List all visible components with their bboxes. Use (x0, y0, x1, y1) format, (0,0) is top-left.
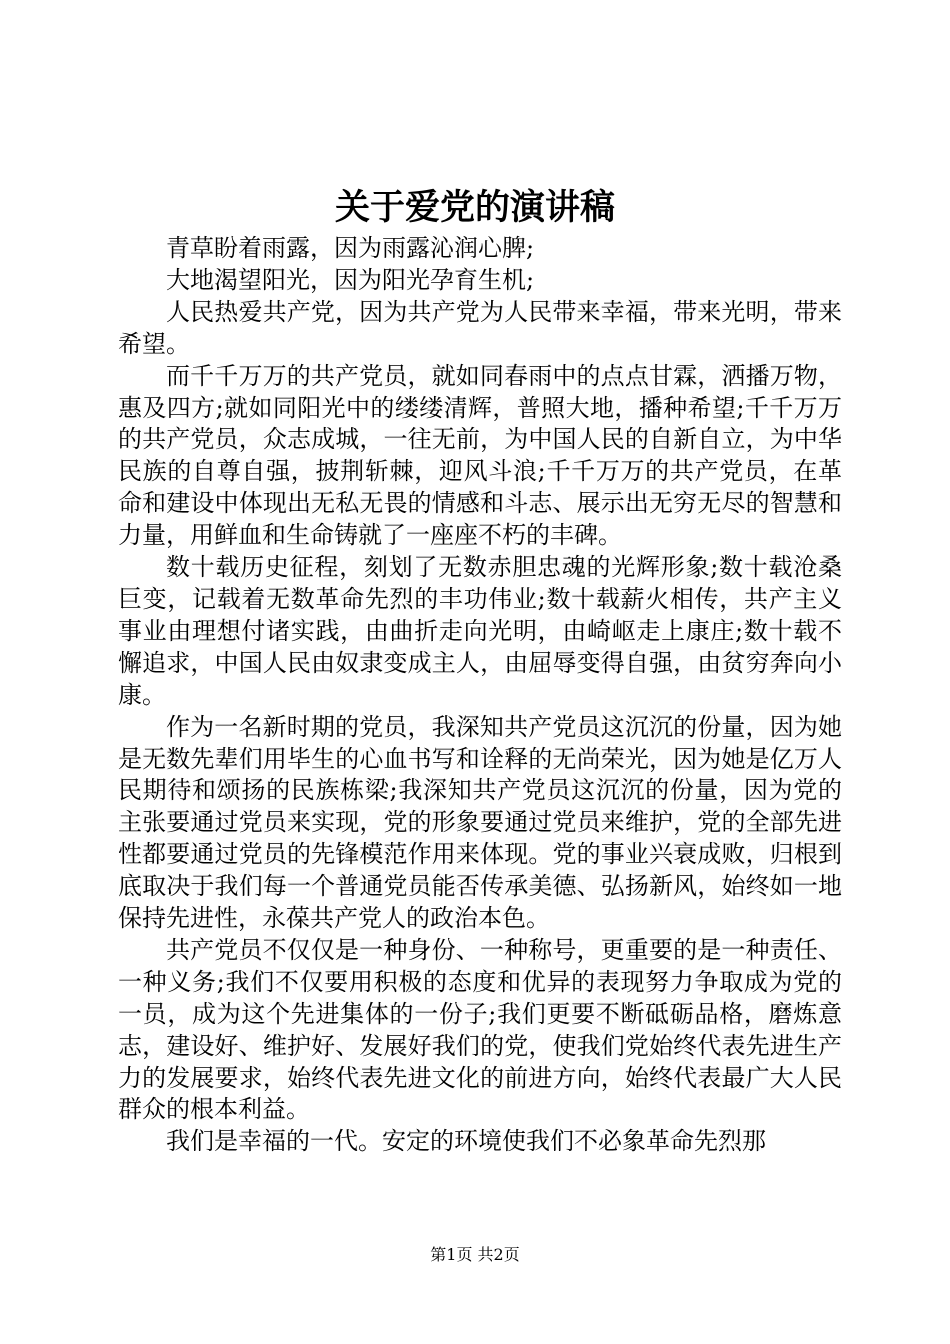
paragraph: 而千千万万的共产党员，就如同春雨中的点点甘霖，洒播万物，惠及四方;就如同阳光中的缕缕清辉，普照大地，播种希望;千千万万的共产党员，众志成城，一往无前，为中国人民的自新自立，为中华民族的自尊自强，披荆斩棘，迎风斗浪;千千万万的共产党员，在革命和建设中体现出无私无畏的情感和斗志、展示出无穷无尽的智慧和力量，用鲜血和生命铸就了一座座不朽的丰碑。 (118, 361, 842, 550)
paragraph: 我们是幸福的一代。安定的环境使我们不必象革命先烈那 (166, 1127, 766, 1156)
paragraph: 数十载历史征程，刻划了无数赤胆忠魂的光辉形象;数十载沧桑巨变，记载着无数革命先烈的丰功伟业;数十载薪火相传，共产主义事业由理想付诸实践，由曲折走向光明，由崎岖走上康庄;数十载不懈追求，中国人民由奴隶变成主人，由屈辱变得自强，由贫穷奔向小康。 (118, 553, 842, 709)
document-body (118, 233, 842, 1158)
paragraph: 大地渴望阳光，因为阳光孕育生机; (166, 265, 535, 294)
paragraph: 人民热爱共产党，因为共产党为人民带来幸福，带来光明，带来希望。 (118, 297, 842, 358)
page-footer: 第1页 共2页 (430, 1245, 520, 1264)
paragraph: 共产党员不仅仅是一种身份、一种称号，更重要的是一种责任、一种义务;我们不仅要用积极的态度和优异的表现努力争取成为党的一员，成为这个先进集体的一份子;我们更要不断砥砺品格，磨炼意志，建设好、维护好、发展好我们的党，使我们党始终代表先进生产力的发展要求，始终代表先进文化的前进方向，始终代表最广大人民群众的根本利益。 (118, 935, 842, 1124)
paragraph: 青草盼着雨露，因为雨露沁润心脾; (166, 234, 535, 262)
document-title: 关于爱党的演讲稿 (334, 187, 615, 228)
paragraph: 作为一名新时期的党员，我深知共产党员这沉沉的份量，因为她是无数先辈们用毕生的心血书写和诠释的无尚荣光，因为她是亿万人民期待和颂扬的民族栋梁;我深知共产党员这沉沉的份量，因为党的主张要通过党员来实现，党的形象要通过党员来维护，党的全部先进性都要通过党员的先锋模范作用来体现。党的事业兴衰成败，归根到底取决于我们每一个普通党员能否传承美德、弘扬新风，始终如一地保持先进性，永葆共产党人的政治本色。 (118, 712, 842, 933)
